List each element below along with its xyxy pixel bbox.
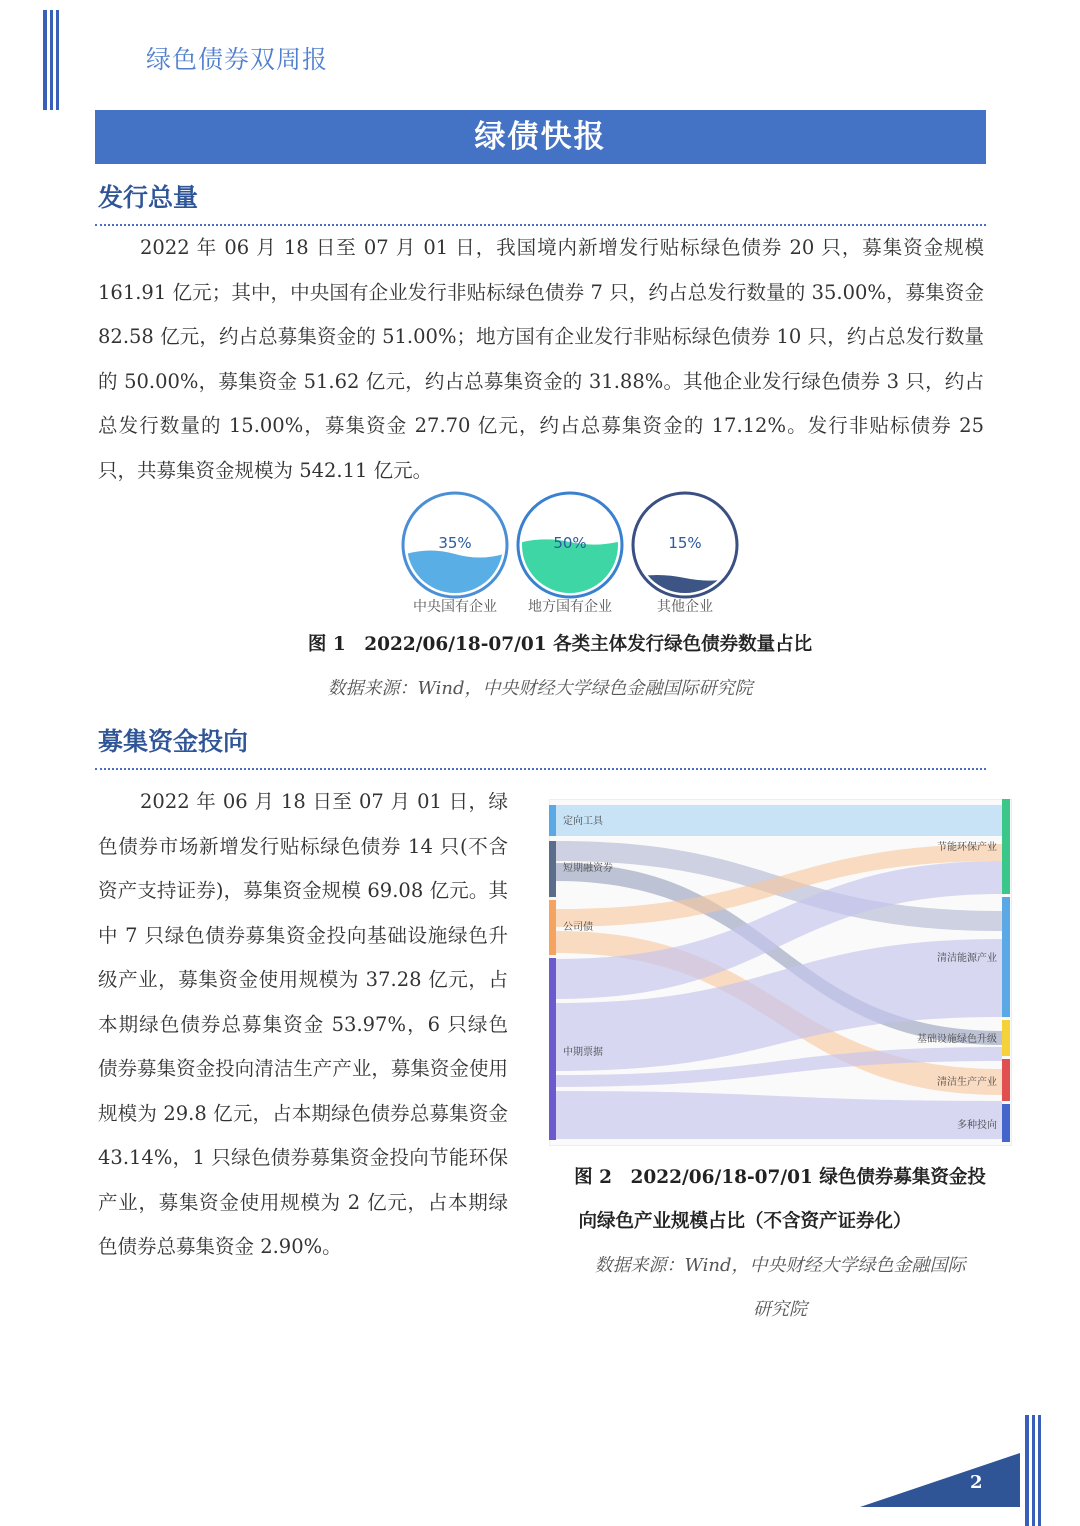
sankey-node-target bbox=[1002, 1020, 1010, 1056]
section-divider bbox=[95, 768, 986, 770]
sankey-label: 中期票据 bbox=[563, 1047, 603, 1058]
figure2-title-line2: 向绿色产业规模占比（不含资产证券化） bbox=[578, 1211, 912, 1232]
figure2-source-line2: 研究院 bbox=[753, 1299, 807, 1320]
sankey-node-source bbox=[549, 900, 556, 955]
gauge-value: 50% bbox=[553, 534, 587, 552]
gauge-central-soe bbox=[400, 490, 510, 600]
sankey-node-source bbox=[549, 805, 556, 836]
sankey-label: 基础设施绿色升级 bbox=[917, 1034, 997, 1045]
gauge-other bbox=[630, 490, 740, 600]
sankey-label: 清洁能源产业 bbox=[937, 953, 997, 964]
sankey-label: 短期融资券 bbox=[563, 863, 613, 874]
sankey-chart bbox=[549, 799, 1012, 1146]
sankey-node-target bbox=[1002, 1104, 1010, 1142]
sankey-label: 节能环保产业 bbox=[937, 842, 997, 853]
gauge-label: 中央国有企业 bbox=[413, 599, 497, 615]
sankey-flow bbox=[556, 805, 1002, 836]
sankey-label: 定向工具 bbox=[563, 816, 603, 827]
page-number: 2 bbox=[970, 1472, 983, 1493]
sankey-label: 多种投向 bbox=[957, 1120, 997, 1131]
sankey-label: 公司债 bbox=[563, 922, 593, 933]
gauge-local-soe bbox=[515, 490, 625, 600]
section-title-use-of-proceeds: 募集资金投向 bbox=[98, 727, 249, 756]
sankey-node-target bbox=[1002, 1059, 1010, 1101]
gauge-value: 35% bbox=[438, 534, 472, 552]
report-series-title: 绿色债券双周报 bbox=[146, 45, 329, 74]
sankey-node-target bbox=[1002, 897, 1010, 1017]
gauge-fill bbox=[400, 550, 510, 600]
sankey-label: 清洁生产产业 bbox=[937, 1077, 997, 1088]
section-banner: 绿债快报 bbox=[95, 110, 986, 164]
footer-decoration bbox=[860, 1415, 1050, 1526]
sankey-node-target bbox=[1002, 799, 1010, 894]
figure2-source-line1: 数据来源：Wind，中央财经大学绿色金融国际 bbox=[594, 1255, 966, 1276]
sankey-node-source bbox=[549, 841, 556, 897]
gauge-label: 其他企业 bbox=[657, 599, 713, 615]
section-title-issuance: 发行总量 bbox=[98, 183, 199, 212]
gauge-value: 15% bbox=[668, 534, 702, 552]
figure2-title-line1: 图 2 2022/06/18-07/01 绿色债券募集资金投 bbox=[574, 1167, 986, 1188]
issuance-paragraph: 2022 年 06 月 18 日至 07 月 01 日，我国境内新增发行贴标绿色债券 20 只，募集资金规模 161.91 亿元；其中，中央国有企业发行非贴标绿色债券 7 只，约占总发行数量的 35.00%，募集资金 82.58 亿元，约占总募集资金的 51.00%；地方国有企业发行非贴标绿色债券 10 只，约占总发行数量的 50.00%，募集资金 51.62 亿元，约占总募集资金的 31.88%。其他企业发行绿色债券 3 只，约占总发行数量的 15.00%，募集资金 27.70 亿元，约占总募集资金的 17.12%。发行非贴标债券 25 只，共募集资金规模为 542.11 亿元。 bbox=[98, 236, 984, 482]
figure1-source: 数据来源：Wind，中央财经大学绿色金融国际研究院 bbox=[327, 678, 753, 699]
use-of-proceeds-paragraph: 2022 年 06 月 18 日至 07 月 01 日，绿色债券市场新增发行贴标绿色债券 14 只(不含资产支持证券)，募集资金规模 69.08 亿元。其中 7 只绿色债券募集资金投向基础设施绿色升级产业，募集资金使用规模为 37.28 亿元，占本期绿色债券总募集资金 53.97%，6 只绿色债券募集资金投向清洁生产产业，募集资金使用规模为 29.8 亿元，占本期绿色债券总募集资金 43.14%，1 只绿色债券募集资金投向节能环保产业，募集资金使用规模为 2 亿元，占本期绿色债券总募集资金 2.90%。 bbox=[98, 790, 508, 1258]
gauge-label: 地方国有企业 bbox=[528, 599, 612, 615]
sankey-node-source bbox=[549, 958, 556, 1140]
figure1-title: 图 1 2022/06/18-07/01 各类主体发行绿色债券数量占比 bbox=[307, 634, 813, 655]
